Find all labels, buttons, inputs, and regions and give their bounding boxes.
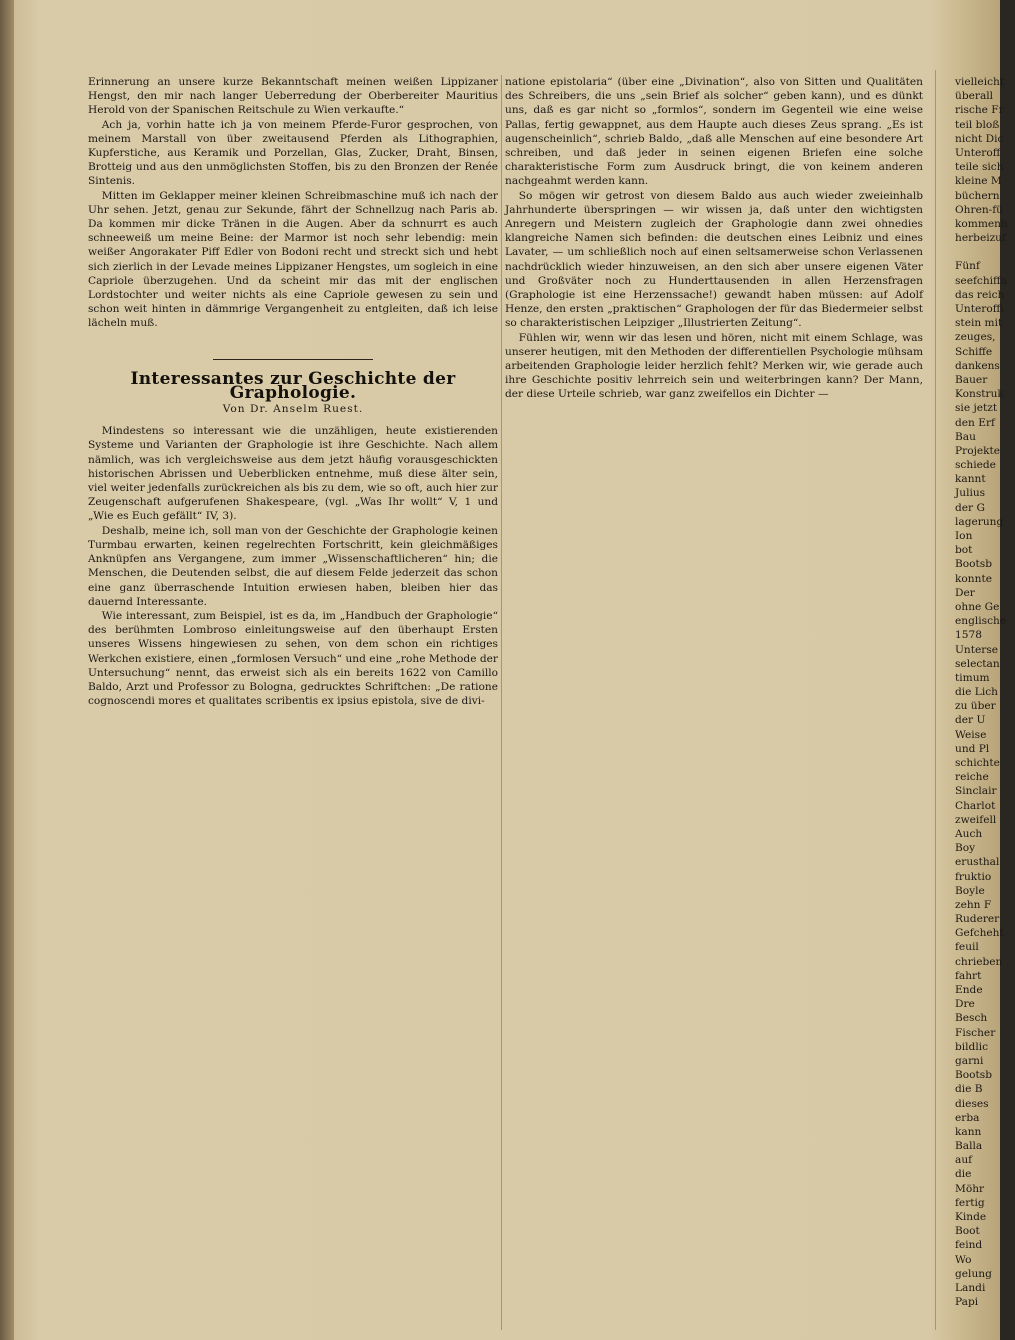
cropped-line: zu über	[955, 700, 996, 713]
cropped-line: Auch	[955, 827, 983, 840]
cropped-line: zweifell	[955, 813, 997, 826]
paragraph: Mindestens so interessant wie die unzähligen, heute existierenden Systeme und Varianten der Graphologie ist ihre Geschichte. Nach allem nämlich, was ich vergleichsweise aus dem jetzt häufig vorausgeschickten historischen Abrissen und Ueberblicken entnehme, muß diese älter sein, viel weiter jedenfalls zurückreichen als bis zu dem, wie so oft, auch hier zur Zeugenschaft aufgerufenen Shakespeare, (vgl. „Was Ihr wollt“ V, 1 und „Wie es Euch gefällt“ IV, 3).	[88, 425, 498, 523]
cropped-line: den Erf	[955, 416, 995, 429]
column-divider-right	[935, 70, 936, 1330]
cropped-line: kann	[955, 1125, 982, 1138]
paragraph: Erinnerung an unsere kurze Bekanntschaft meinen weißen Lippizaner Hengst, den mir nach langer Ueberredung der Oberbereiter Mauritius Herold von der Spanischen Reitschule zu Wien verkaufte.“	[88, 76, 498, 117]
cropped-line: Ion	[955, 530, 973, 542]
cropped-line: Der	[955, 586, 975, 599]
cropped-line: Ruderer	[955, 913, 1000, 926]
article-heading: Interessantes zur Geschichte der Graphologie.	[130, 368, 456, 403]
cropped-line: Projekte	[955, 444, 1001, 457]
paragraph: Mitten im Geklapper meiner kleinen Schreibmaschine muß ich nach der Uhr sehen. Jetzt, genau zur Sekunde, fährt der Schnellzug nach Paris ab. Da kommen mir dicke Tränen in die Augen. Aber da schnurrt es auch schneeweiß um meine Beine: der Marmor ist noch sehr lebendig: mein weißer Angorakater Piff Edler von Bodoni recht und streckt sich und hebt sich zierlich in der Levade meines Lippizaner Hengstes, um sogleich in eine Capriole überzugehen. Und da scheint mir das mit der englischen Lordstochter und weiter nichts als eine Capriole gewesen zu sein und schon weit hinten in dämmrige Vergangenheit zu entgleiten, daß ich leise lächeln muß.	[88, 189, 498, 330]
cropped-line: Bootsb	[955, 558, 993, 571]
cropped-line: Möhr	[955, 1182, 985, 1195]
cropped-line: Wo	[955, 1253, 972, 1266]
paragraph: Fühlen wir, wenn wir das lesen und hören, nicht mit einem Schlage, was unserer heutigen, mit den Methoden der differentiellen Psychologie mühsam arbeitenden Graphologie leider herzlich fehlt? Merken wir, wie gerade auch ihre Geschichte positiv lehrreich sein und weiterbringen kann? Der Mann, der diese Urteile schrieb, war ganz zweifellos ein Dichter —	[505, 331, 923, 401]
cropped-line: teile sich	[955, 161, 1004, 174]
cropped-line: seefchiffa	[955, 274, 1007, 287]
cropped-line: feind	[955, 1239, 983, 1252]
paragraph: natione epistolaria“ (über eine „Divination“, also von Sitten und Qualitäten des Schreibers, die uns „sein Brief als solcher“ geben kann), und es dünkt uns, daß es gar nicht so „formlos“, sondern im Gegenteil wie eine weise Pallas, fertig gewappnet, aus dem Haupte auch dieses Zeus sprang. „Es ist augenscheinlich“, schrieb Baldo, „daß alle Menschen auf eine besondere Art schreiben, und daß jeder in seinen eigenen Briefen eine solche charakteristische Form zum Ausdruck bringt, die von keinem anderen nachgeahmt werden kann.	[505, 76, 923, 188]
cropped-line: feuil	[955, 941, 979, 954]
paragraph: Wie interessant, zum Beispiel, ist es da, im „Handbuch der Graphologie“ des berühmten Lombroso einleitungsweise auf den überhaupt Ersten unseres Wissens hingewiesen zu sehen, von dem schon ein richtiges Werkchen existiere, einen „formlosen Versuch“ und eine „rohe Methode der Untersuchung“ nennt, das erweist sich als ein bereits 1622 von Camillo Baldo, Arzt und Professor zu Bologna, gedrucktes Schriftchen: „De ratione cognoscendi mores et qualitates scribentis ex ipsius epistola, sive de divi-	[88, 609, 498, 708]
cropped-line: Papi	[955, 1296, 979, 1309]
cropped-line: Bootsb	[955, 1069, 993, 1082]
cropped-line: Weise	[955, 728, 987, 741]
cropped-line: reiche	[955, 771, 989, 784]
cropped-line: kommenh	[955, 217, 1008, 230]
page-binding	[0, 0, 14, 1340]
column-divider	[501, 75, 502, 1330]
cropped-line: und Pl	[955, 742, 990, 755]
cropped-line: Ende	[955, 984, 983, 996]
cropped-line: schichte	[955, 757, 1000, 769]
paragraph: Ach ja, vorhin hatte ich ja von meinem Pferde-Furor gesprochen, von meinem Marstall von über zweitausend Pferden als Lithographien, Kupferstiche, aus Keramik und Porzellan, Glas, Zucker, Draht, Binsen, Brotteig und aus den unmöglichsten Stoffen, bis zu den Bronzen der Renée Sintenis.	[88, 118, 498, 188]
cropped-line: erusthal	[955, 856, 1000, 869]
cropped-line: Gefcheht	[955, 927, 1004, 940]
cropped-line: bot	[955, 544, 973, 557]
column-right-cropped	[955, 75, 1015, 1309]
cropped-line: der G	[955, 501, 985, 514]
cropped-line: Julius	[955, 487, 986, 500]
paragraph: Deshalb, meine ich, soll man von der Geschichte der Graphologie keinen Turmbau erwarten, keinen regelrechten Fortschritt, kein gleichmäßiges Anknüpfen ans Vergangene, zum immer „Wissenschaftlicheren“ hin; die Menschen, die Deutenden selbst, die auf diesem Felde jederzeit das schon eine ganz überraschende Intuition erwiesen haben, bleiben hier das dauernd Interessante.	[88, 524, 498, 608]
cropped-line: Dre	[955, 998, 975, 1011]
cropped-line: die	[955, 1168, 972, 1181]
cropped-line: kannt	[955, 473, 986, 486]
cropped-line: konnte	[955, 572, 992, 585]
cropped-line: kleine M	[955, 175, 1002, 188]
cropped-line: überall	[955, 90, 994, 103]
cropped-line: Unteroffi	[955, 303, 1004, 315]
cropped-line: dieses	[955, 1097, 989, 1110]
cropped-line: Landi	[955, 1281, 986, 1294]
column-left	[88, 75, 498, 708]
cropped-line: chrieben	[955, 955, 1003, 968]
cropped-line: schiede	[955, 459, 996, 472]
cropped-line: stein mit	[955, 317, 1003, 330]
cropped-line: teil bloß	[955, 118, 1000, 131]
cropped-line: Besch	[955, 1012, 988, 1025]
cropped-line: erba	[955, 1111, 980, 1124]
article-text	[88, 424, 498, 708]
cropped-line: Schiffe	[955, 345, 993, 358]
cropped-line: fahrt	[955, 969, 982, 982]
cropped-line: Sinclair	[955, 785, 997, 798]
cropped-line: dankens	[955, 359, 1000, 372]
cropped-line: Fischer	[955, 1026, 996, 1039]
cropped-line: sie jetzt	[955, 402, 998, 415]
cropped-line: die Lich	[955, 686, 998, 699]
intro-text	[88, 75, 498, 331]
cropped-line: Boyle	[955, 884, 985, 897]
cropped-line: das reich	[955, 288, 1005, 301]
cropped-line: selectan	[955, 657, 1000, 670]
cropped-line: der U	[955, 714, 986, 727]
cropped-line: Fünf	[955, 260, 980, 273]
cropped-line: 1578	[955, 629, 982, 642]
cropped-line: lagerung	[955, 515, 1004, 528]
cropped-line: die B	[955, 1083, 983, 1096]
cropped-line: vielleicht	[955, 76, 1005, 88]
section-rule	[213, 359, 373, 360]
cropped-line: ohne Ge	[955, 600, 1000, 613]
cropped-line: bildlic	[955, 1040, 989, 1053]
cropped-line: Balla	[955, 1140, 983, 1153]
cropped-line: fruktio	[955, 870, 992, 883]
cropped-line: büchern	[955, 189, 1000, 202]
cropped-line: Kinde	[955, 1211, 987, 1223]
cropped-line: herbeizuf	[955, 232, 1006, 245]
column-middle	[505, 75, 923, 402]
cropped-line: zeuges,	[955, 331, 996, 344]
cropped-line: Boot	[955, 1225, 980, 1238]
cropped-line: nicht Dic	[955, 132, 1004, 145]
cropped-line: zehn F	[955, 898, 992, 911]
cropped-line	[955, 245, 1015, 259]
paragraph: So mögen wir getrost von diesem Baldo aus auch wieder zweieinhalb Jahrhunderte überspringen — wir wissen ja, daß unter den wichtigsten Anregern und Meistern zugleich der Graphologie dann zwei ohnedies klangreiche Namen sich befinden: die deutschen eines Leibniz und eines Lavater, — um schließlich noch auf einen seltsamerweise schon Verlassenen nachdrücklich wieder hinzuweisen, an den sich aber unsere eigenen Väter und Großväter noch zu Hunderttausenden in allen Herzensfragen (Graphologie ist eine Herzenssache!) gewandt haben müssen: auf Adolf Henze, den ersten „praktischen“ Graphologen der für das Biedermeier selbst so charakteristischen Leipziger „Illustrierten Zeitung“.	[505, 189, 923, 330]
cropped-line: timum	[955, 671, 990, 684]
cropped-line: Boy	[955, 842, 976, 855]
cropped-line: Charlot	[955, 799, 996, 812]
cropped-line: gelung	[955, 1267, 992, 1280]
cropped-line: Unteroff	[955, 146, 1001, 159]
cropped-line: garni	[955, 1054, 984, 1067]
cropped-line: Konstruk	[955, 388, 1004, 401]
article-author: Von Dr. Anselm Ruest.	[222, 403, 364, 416]
cropped-line: Bauer	[955, 373, 988, 386]
cropped-line: Unterse	[955, 643, 999, 656]
cropped-line: auf	[955, 1154, 973, 1167]
cropped-line: fertig	[955, 1196, 985, 1209]
cropped-line: rische Fr	[955, 104, 1004, 117]
cropped-line: englische	[955, 615, 1007, 628]
cropped-line: Bau	[955, 430, 976, 443]
cropped-line: Ohren-fü	[955, 203, 1003, 216]
